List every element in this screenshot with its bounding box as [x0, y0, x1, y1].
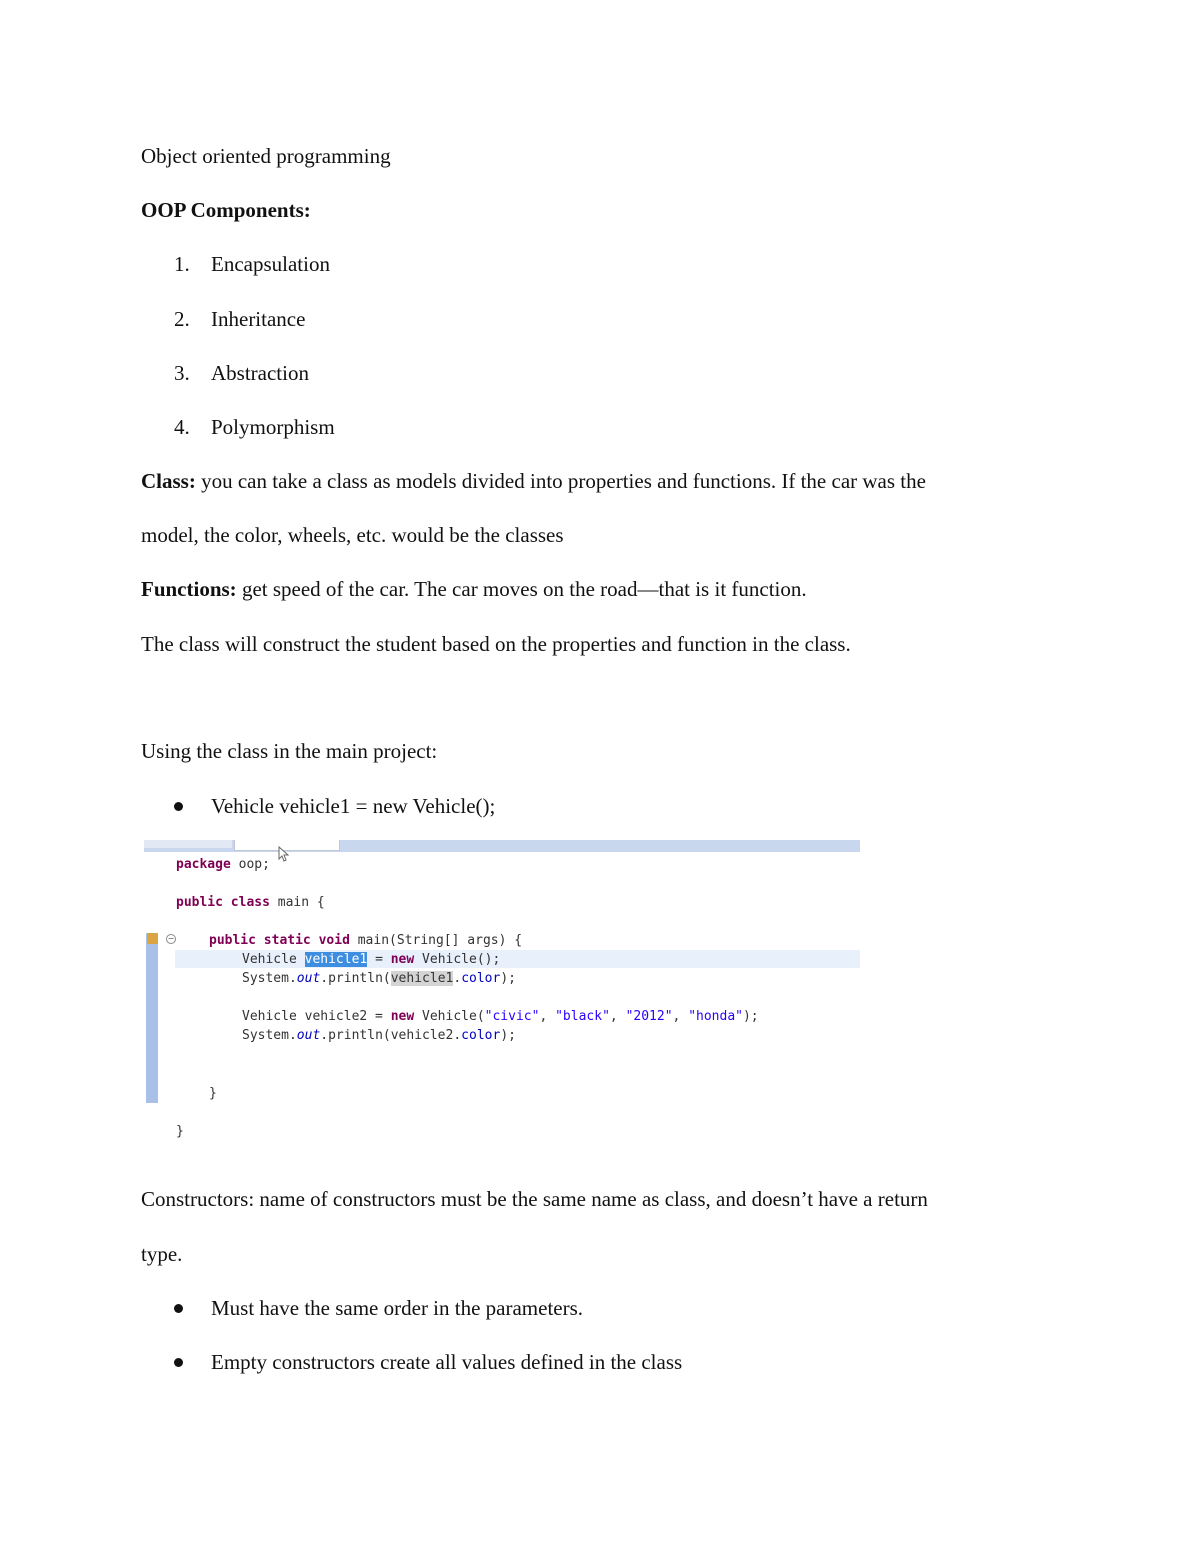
code-line-class: public class main {	[176, 895, 325, 910]
class-text: you can take a class as models divided into properties and functions. If the car was the	[195, 469, 926, 493]
bullet-text: Vehicle vehicle1 = new Vehicle();	[211, 794, 496, 818]
code-line-close-class: }	[176, 1124, 184, 1139]
code-line-print2: System.out.println(vehicle2.color);	[242, 1028, 516, 1043]
class-construct-paragraph: The class will construct the student based on the properties and function in the class.	[141, 632, 851, 656]
code-line-close-main: }	[209, 1086, 217, 1101]
list-item	[174, 417, 335, 438]
code-line-vehicle2: Vehicle vehicle2 = new Vehicle("civic", "black", "2012", "honda");	[242, 1009, 759, 1024]
bullet-item	[174, 796, 495, 817]
functions-definition	[141, 579, 807, 600]
list-item-label: Polymorphism	[211, 415, 335, 439]
bullet-icon	[174, 1358, 183, 1367]
fold-collapse-icon: −	[167, 934, 175, 943]
mouse-cursor-icon	[278, 846, 290, 862]
components-heading: OOP Components:	[141, 198, 311, 222]
gutter-highlight	[146, 933, 158, 1103]
list-item	[174, 309, 305, 330]
functions-term: Functions:	[141, 577, 237, 601]
editor-tab	[144, 840, 232, 848]
class-definition-line1	[141, 471, 926, 492]
code-line-print1: System.out.println(vehicle1.color);	[242, 971, 516, 986]
list-number: 4.	[174, 415, 190, 439]
bullet-text: Must have the same order in the parameters.	[211, 1296, 584, 1320]
list-item-label: Inheritance	[211, 307, 306, 331]
list-item-label: Abstraction	[211, 361, 309, 385]
class-definition-line2: model, the color, wheels, etc. would be the classes	[141, 523, 564, 547]
functions-text: get speed of the car. The car moves on the road—that is it function.	[236, 577, 807, 601]
bullet-text: Empty constructors create all values defined in the class	[211, 1350, 683, 1374]
constructors-line1: Constructors: name of constructors must be the same name as class, and doesn’t have a return	[141, 1187, 928, 1211]
list-number: 1.	[174, 252, 190, 276]
class-term: Class:	[141, 469, 196, 493]
using-heading: Using the class in the main project:	[141, 739, 438, 763]
list-item-label: Encapsulation	[211, 252, 330, 276]
code-line-main: public static void main(String[] args) {	[209, 933, 523, 948]
bullet-icon	[174, 802, 183, 811]
bullet-icon	[174, 1304, 183, 1313]
list-item	[174, 363, 309, 384]
bullet-item	[174, 1298, 583, 1319]
list-number: 3.	[174, 361, 190, 385]
document-title: Object oriented programming	[141, 144, 391, 168]
code-screenshot	[144, 840, 860, 1160]
bullet-item	[174, 1352, 682, 1373]
list-number: 2.	[174, 307, 190, 331]
constructors-line2: type.	[141, 1242, 183, 1266]
code-line-package: package oop;	[176, 857, 270, 872]
warning-marker-icon	[147, 933, 158, 944]
code-line-vehicle1: Vehicle vehicle1 = new Vehicle();	[242, 952, 501, 967]
list-item	[174, 254, 330, 275]
